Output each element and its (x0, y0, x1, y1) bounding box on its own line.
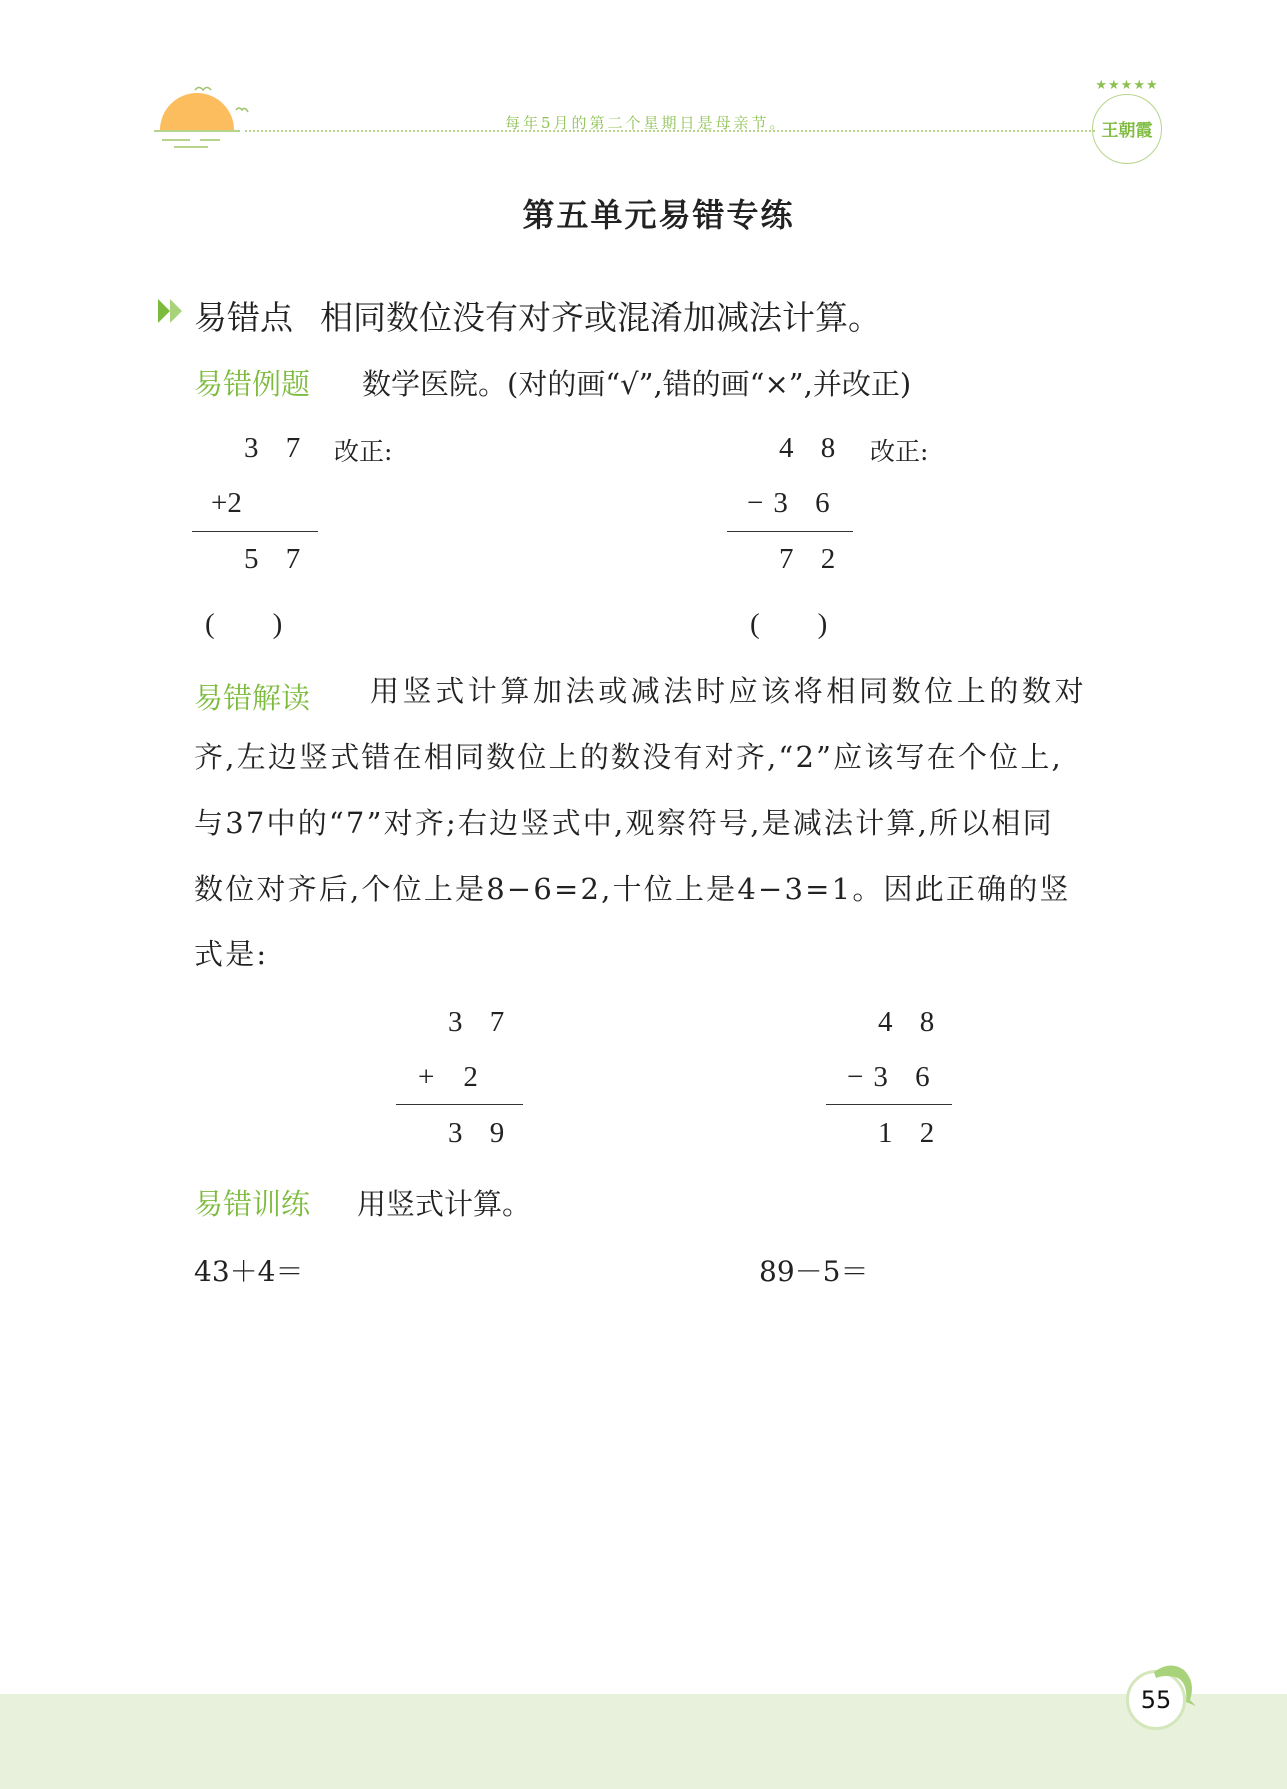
sum-line (192, 531, 318, 532)
practice-problem: 89－5＝ (759, 1255, 869, 1288)
double-chevron-icon (156, 297, 188, 325)
star-icons: ★★★★★ (1095, 78, 1159, 93)
minuend: 4 8 (878, 1006, 945, 1038)
difference-line (727, 531, 853, 532)
publisher-logo (1088, 78, 1166, 166)
section-label: 易错点 (194, 298, 293, 337)
explanation-label: 易错解读 (194, 681, 311, 715)
judgement-blank[interactable]: ( ) (750, 608, 828, 640)
subtrahend: −3 6 (847, 1061, 940, 1093)
sum-line (396, 1104, 523, 1105)
difference-result: 1 2 (878, 1117, 945, 1149)
practice-problem: 43＋4＝ (194, 1255, 304, 1288)
correction-label: 改正: (334, 437, 393, 466)
correction-label: 改正: (870, 437, 929, 466)
explanation-line: 齐,左边竖式错在相同数位上的数没有对齐,“2”应该写在个位上, (194, 740, 1063, 774)
explanation-line: 数位对齐后,个位上是8−6=2,十位上是4−3=1。因此正确的竖 (194, 872, 1071, 906)
logo-text: 王朝霞 (1101, 121, 1153, 141)
page-title: 第五单元易错专练 (522, 196, 795, 234)
page-number: 55 (1140, 1686, 1172, 1714)
example-instruction: 数学医院。(对的画“√”,错的画“×”,并改正) (362, 367, 912, 401)
sum-result: 3 9 (448, 1117, 515, 1149)
section-title: 相同数位没有对齐或混淆加减法计算。 (320, 298, 881, 337)
footer-band (0, 1694, 1287, 1789)
addend-bottom: +2 (211, 487, 242, 519)
judgement-blank[interactable]: ( ) (205, 608, 283, 640)
sum-result: 5 7 (244, 543, 311, 575)
dolphin-icon (1150, 1660, 1200, 1710)
explanation-line: 用竖式计算加法或减法时应该将相同数位上的数对 (370, 674, 1088, 708)
addend-bottom: + 2 (418, 1061, 478, 1093)
header-tagline: 每年5月的第二个星期日是母亲节。 (505, 114, 788, 132)
difference-line (826, 1104, 952, 1105)
addend-top: 3 7 (448, 1006, 515, 1038)
explanation-line: 式是: (194, 937, 269, 971)
practice-label: 易错训练 (194, 1187, 311, 1221)
minuend: 4 8 (779, 432, 846, 464)
practice-instruction: 用竖式计算。 (357, 1187, 532, 1221)
sunset-icon (150, 80, 260, 155)
example-label: 易错例题 (194, 367, 311, 401)
subtrahend: −3 6 (747, 487, 840, 519)
difference-result: 7 2 (779, 543, 846, 575)
explanation-line: 与37中的“7”对齐;右边竖式中,观察符号,是减法计算,所以相同 (194, 806, 1054, 840)
addend-top: 3 7 (244, 432, 311, 464)
